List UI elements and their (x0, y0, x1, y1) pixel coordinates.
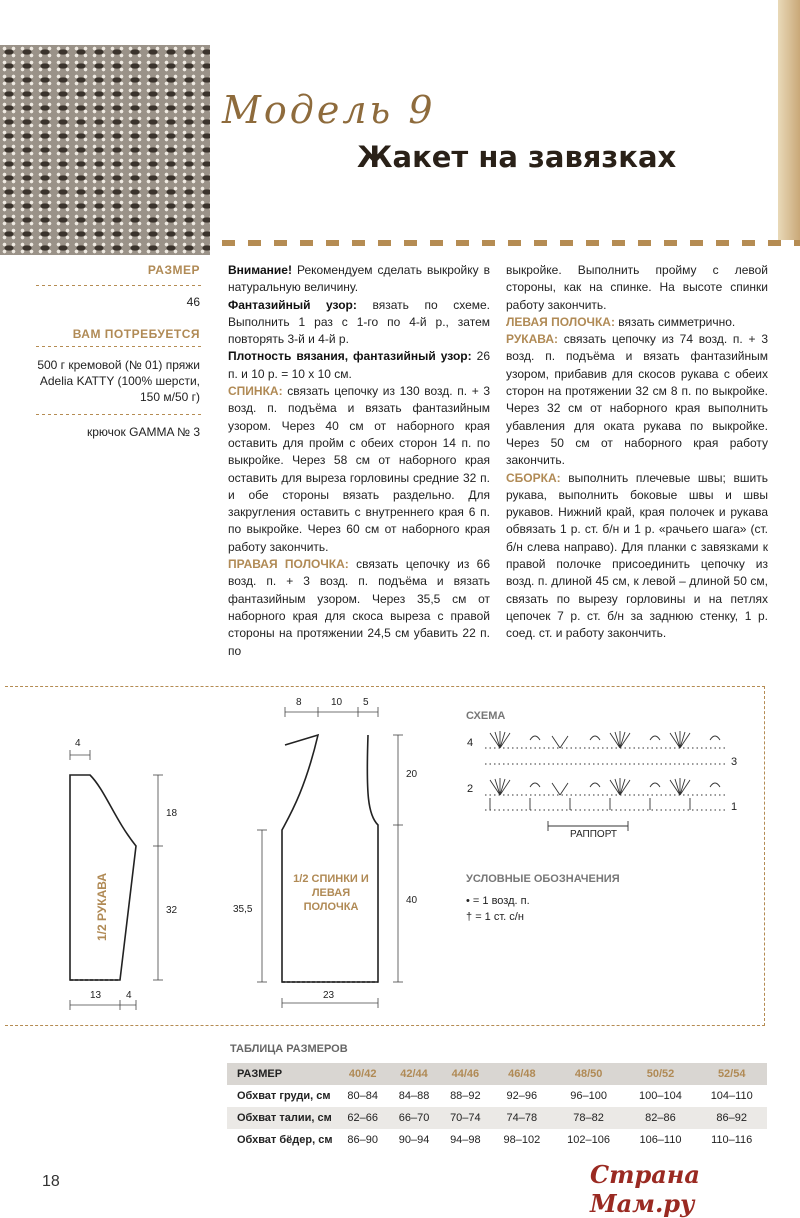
pattern-text: вязать по схеме. Выполнить 1 раз с 1-го по 4-й р., затем повторять 3-й и 4-й р. (228, 297, 490, 347)
legend-dc (466, 909, 524, 925)
table-cell: 104–110 (710, 1090, 753, 1102)
table-row (227, 1129, 767, 1151)
right-front-label: ПРАВАЯ ПОЛОЧКА: (228, 557, 349, 572)
legend-dc-text: = 1 ст. с/н (475, 911, 524, 923)
page-number: 18 (42, 1173, 60, 1190)
table-header-cell: 40/42 (337, 1063, 388, 1085)
chain-stitch-icon: • (466, 895, 470, 907)
table-cell: 110–116 (711, 1134, 753, 1146)
table-cell: 84–88 (398, 1090, 430, 1102)
sleeves-text: связать цепочку из 74 возд. п. + 3 возд. п. подъёма и вязать фантазийным узором, прибавив для скосов рукава с обеих сторон на протяжении 32 см 8 п. по выкройке. Через 32 см от наборного края выполнить убавления для оката рукава по выкройке. Через 50 см от наборного края работу закончить. (506, 332, 768, 468)
table-cell: Обхват талии, см (227, 1107, 337, 1129)
table-header-cell: РАЗМЕР (227, 1063, 337, 1085)
body-bottom-dim: 23 (323, 990, 335, 1001)
pattern-label: Фантазийный узор: (228, 297, 357, 312)
body-upper-height-dim: 20 (406, 769, 418, 780)
table-cell: 94–98 (450, 1134, 481, 1146)
schema-heading: СХЕМА (466, 710, 506, 722)
table-header-row (227, 1063, 767, 1085)
assembly-text: выполнить плечевые швы; вшить рукава, выполнить боковые швы и швы рукавов. Нижний край, края полочек и рукава обвязать 1 р. ст. б/н и 1 р. «рачьего шага» (ст. б/н слева направо). Для планки с завязками к правой полочке присоединить цепочку из возд. п. длиной 45 см, к левой – длиной 50 см, связать по вырезу горловины и на петлях цепочек 7 р. ст. б/н за заднюю стенку, 1 р. соед. ст. и работу закончить. (506, 470, 768, 641)
right-front-continued: выкройке. Выполнить пройму с левой стороны, как на спинке. На высоте спинки работу закончить. (506, 263, 768, 312)
materials-heading: ВАМ ПОТРЕБУЕТСЯ (72, 327, 200, 341)
body-top-dim-b: 10 (331, 697, 343, 708)
back-text: связать цепочку из 130 возд. п. + 3 возд. п. подъёма и вязать фантазийным узором. Через 40 см от наборного края оставить для пройм с обеих сторон 14 п. по выкройке. Через 58 см от наборного края оставить для выреза горловины средние 32 п. и обе стороны вязать раздельно. Для закругления оставить с внутреннего края 6 п. по выкройке. Через 60 см от наборного края работу закончить. (228, 384, 490, 554)
sleeve-lower-height-dim: 32 (166, 905, 178, 916)
watermark-part-1: Страна (590, 1160, 700, 1189)
size-table (227, 1063, 767, 1151)
attention-text: Рекомендуем сделать выкройку в натуральную величину. (228, 263, 490, 295)
table-cell: 88–92 (450, 1090, 481, 1102)
table-cell: Обхват груди, см (237, 1090, 331, 1102)
watermark-part-3: .ру (654, 1189, 695, 1218)
body-lower-height-dim: 40 (406, 895, 418, 906)
watermark (590, 1160, 800, 1218)
schema-row-4: 4 (467, 737, 474, 749)
density-text: 26 п. и 10 р. = 10 х 10 см. (228, 349, 490, 381)
schema-row-2: 2 (467, 783, 474, 795)
body-top-dim-a: 8 (296, 697, 302, 708)
model-number: Модель 9 (222, 88, 436, 132)
sleeves-label: РУКАВА: (506, 332, 559, 347)
table-cell: 86–90 (347, 1134, 378, 1146)
table-row (227, 1107, 767, 1129)
repeat-label: РАППОРТ (570, 829, 618, 840)
table-cell: 66–70 (388, 1107, 439, 1129)
table-cell: 100–104 (639, 1090, 682, 1102)
schema-row-1: 1 (731, 801, 738, 813)
density-label: Плотность вязания, фантазийный узор: (228, 349, 472, 364)
table-cell: 98–102 (503, 1134, 541, 1146)
schema-row-3: 3 (731, 756, 738, 768)
table-cell: 86–92 (696, 1107, 767, 1129)
left-front-text: вязать симметрично. (614, 314, 736, 329)
sleeve-upper-height-dim: 18 (166, 808, 178, 819)
table-row (227, 1085, 767, 1107)
table-cell: 96–100 (570, 1090, 607, 1102)
body-label: 1/2 СПИНКИ И ЛЕВАЯ ПОЛОЧКА (293, 873, 369, 913)
attention-label: Внимание! (228, 263, 292, 277)
table-cell: 92–96 (506, 1090, 538, 1102)
legend-chain (466, 893, 530, 909)
left-front-label: ЛЕВАЯ ПОЛОЧКА: (506, 314, 615, 329)
table-header-cell: 46/48 (491, 1063, 553, 1085)
size-heading: РАЗМЕР (147, 263, 200, 277)
legend-heading: УСЛОВНЫЕ ОБОЗНАЧЕНИЯ (466, 873, 620, 885)
hook-info: крючок GAMMA № 3 (86, 425, 200, 439)
assembly-label: СБОРКА: (506, 470, 561, 485)
table-header-cell: 52/54 (696, 1063, 767, 1085)
table-cell: 70–74 (440, 1107, 491, 1129)
legend-chain-text: = 1 возд. п. (472, 895, 530, 907)
table-cell: Обхват бёдер, см (237, 1134, 333, 1146)
back-label: СПИНКА: (228, 384, 283, 399)
sleeve-label: 1/2 РУКАВА (95, 872, 109, 942)
table-cell: 102–106 (567, 1134, 610, 1146)
table-header-cell: 44/46 (440, 1063, 491, 1085)
table-cell: 80–84 (347, 1090, 378, 1102)
double-crochet-icon: † (466, 911, 473, 923)
table-header-cell: 42/44 (388, 1063, 439, 1085)
size-table-title: ТАБЛИЦА РАЗМЕРОВ (230, 1043, 348, 1055)
table-cell: 74–78 (491, 1107, 553, 1129)
table-cell: 90–94 (398, 1134, 430, 1146)
table-cell: 82–86 (625, 1107, 697, 1129)
sleeve-bottom-side-dim: 4 (126, 990, 132, 1001)
size-value: 46 (186, 295, 200, 309)
sleeve-bottom-dim: 13 (90, 990, 102, 1001)
table-cell: 78–82 (553, 1107, 625, 1129)
watermark-part-2: Мам (590, 1189, 655, 1218)
yarn-info: 500 г кремовой (№ 01) пряжи Adelia KATTY (100% шерсти, 150 м/50 г) (37, 358, 200, 404)
body-top-dim-c: 5 (363, 697, 369, 708)
table-cell: 62–66 (337, 1107, 388, 1129)
table-cell: 106–110 (639, 1134, 682, 1146)
table-header-cell: 48/50 (553, 1063, 625, 1085)
right-front-text: связать цепочку из 66 возд. п. + 3 возд. п. подъёма и вязать фантазийным узором. Через 35,5 см от наборного края для скоса выреза с правой стороны на протяжении 24,5 см убавить 22 п. по (228, 557, 490, 658)
page-title: Жакет на завязках (357, 140, 677, 174)
front-neck-height-dim: 35,5 (233, 904, 253, 915)
table-header-cell: 50/52 (625, 1063, 697, 1085)
sleeve-top-dim: 4 (75, 738, 81, 749)
